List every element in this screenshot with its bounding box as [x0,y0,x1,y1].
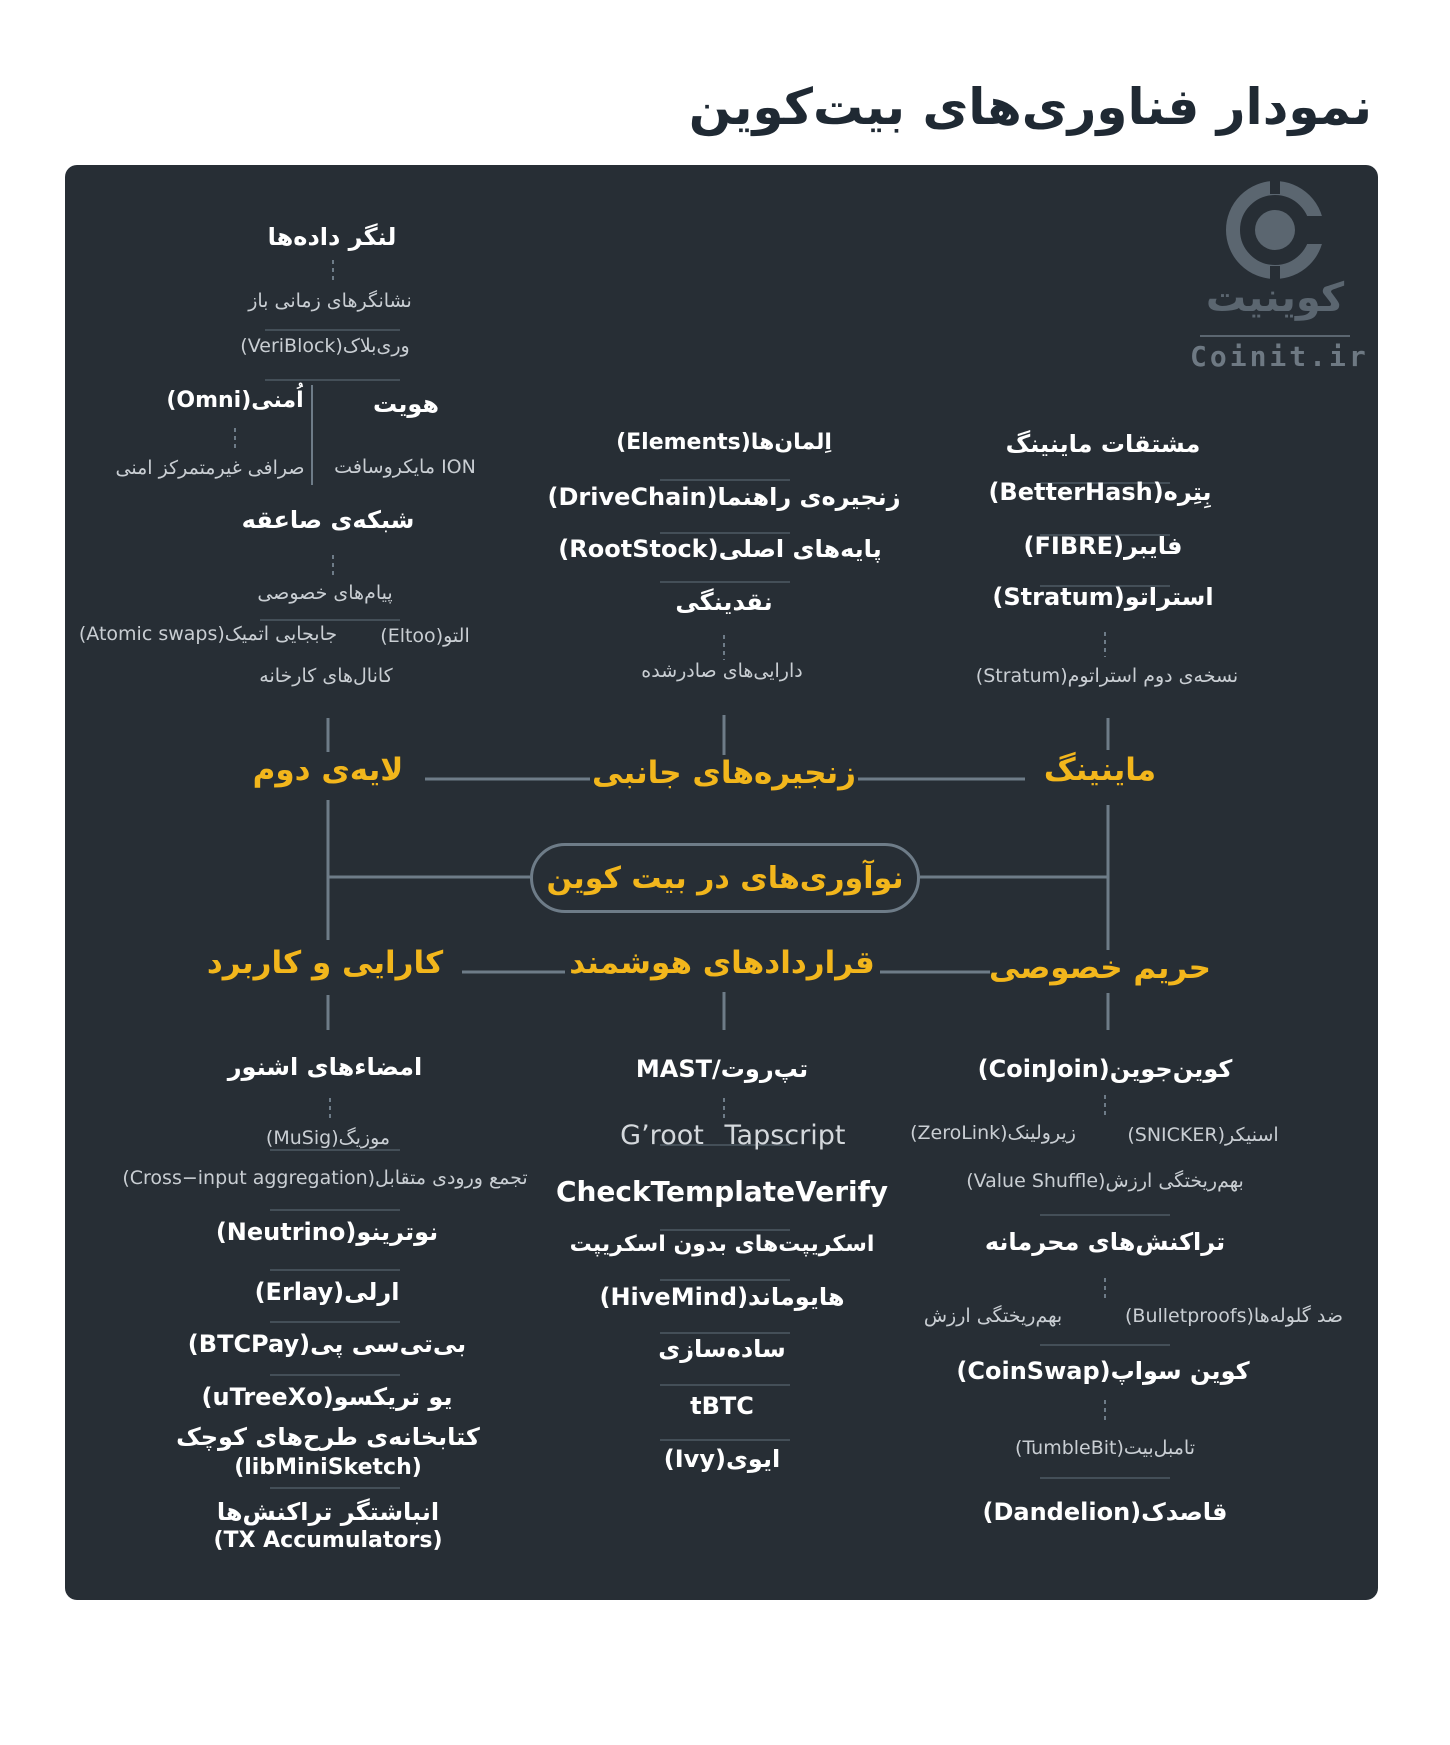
node-mining-derivatives: مشتقات ماینینگ [1005,430,1201,458]
node-minisketch: کتابخانه‌ی طرح‌های کوچک [176,1423,480,1451]
node-betterhash: بِتِره(BetterHash) [988,478,1212,506]
node-stratum: استراتو(Stratum) [992,583,1214,611]
node-stratum-v2: نسخه‌ی دوم استراتوم(Stratum) [975,665,1239,687]
node-tbtc: tBTC [690,1392,754,1420]
center-node [530,843,920,913]
category-mining: ماینینگ [1043,752,1157,788]
page-title: نمودار فناوری‌های بیت‌کوین [688,78,1372,136]
node-issued-assets: دارایی‌های صادرشده [641,660,803,682]
node-dandelion: قاصدک(Dandelion) [982,1498,1228,1526]
node-tx-accumulators: انباشتگر تراکنش‌ها [216,1498,440,1526]
node-hivemind: هایوماند(HiveMind) [599,1283,845,1311]
logo-divider [1200,335,1350,337]
node-private-messages: پیام‌های خصوصی [257,582,393,604]
logo-coin-icon [1190,180,1360,280]
node-eltoo: التو(Eltoo) [380,625,470,647]
category-layer2: لایه‌ی دوم [252,752,404,788]
node-lightning: شبکه‌ی صاعقه [241,506,415,534]
node-omni: اُمنی(Omni) [166,388,304,413]
node-rootstock: پایه‌های اصلی(RootStock) [558,535,882,563]
node-tapscript: Tapscript [724,1120,846,1151]
node-bulletproofs: ضد گلوله‌ها(Bulletproofs) [1125,1305,1343,1327]
node-checktemplateverify: CheckTemplateVerify [555,1175,889,1208]
node-minisketch-en: (libMiniSketch) [234,1455,422,1480]
node-zerolink: زیرولینک(ZeroLink) [910,1122,1076,1144]
node-erlay: ارلی(Erlay) [254,1278,400,1306]
node-simplicity: ساده‌سازی [658,1335,786,1363]
node-btcpay: بی‌تی‌سی پی(BTCPay) [187,1330,467,1358]
node-groot: G’root [620,1120,704,1151]
node-schnorr: امضاء‌های اشنور [227,1053,423,1081]
node-cross-input: تجمع ورودی متقابل(Cross−input aggregation) [122,1167,528,1189]
node-atomic-swaps: جابجایی اتمیک(Atomic swaps) [78,623,338,645]
category-privacy: حریم خصوصی [988,950,1212,986]
coinit-logo [1190,180,1369,375]
center-label: نوآوری‌های در بیت کوین [546,860,904,896]
node-veriblock: وری‌بلاک(VeriBlock) [240,335,410,357]
node-confidential-tx: تراکنش‌های محرمانه [984,1228,1226,1256]
node-dex-omni: صرافی غیرمتمرکز امنی [115,457,305,479]
node-data-anchor: لنگر داده‌ها [267,223,397,251]
node-factory-channels: کانال‌های کارخانه [259,665,393,687]
node-value-shuffle: بهم‌ریختگی ارزش(Value Shuffle) [966,1170,1244,1192]
node-open-timestamps: نشانگرهای زمانی باز [248,290,412,312]
logo-english-text: Coinit.ir [1190,340,1369,373]
node-scriptless-scripts: اسکریپت‌های بدون اسکریپت [569,1232,875,1257]
node-taproot-mast: تپ‌روت/MAST [635,1055,809,1083]
node-coinjoin: کوین‌جوین(CoinJoin) [977,1055,1233,1083]
category-sidechains: زنجیره‌های جانبی [591,755,857,791]
node-elements: اِلمان‌ها(Elements) [616,430,832,455]
category-smart-contracts: قراردادهای هوشمند [569,945,875,981]
node-tumblebit: تامبل‌بیت(TumbleBit) [1015,1437,1195,1459]
node-neutrino: نوترینو(Neutrino) [215,1218,439,1246]
logo-persian-text: کوینیت [1205,275,1345,321]
node-musig: موزیگ(MuSig) [265,1127,391,1149]
node-liquidity: نقدینگی [675,588,773,616]
node-identity: هویت [372,390,440,418]
category-efficiency: کارایی و کاربرد [206,945,444,981]
node-utreexo: یو تریکسو(uTreeXo) [201,1383,453,1411]
node-microsoft-ion: ION مایکروسافت [334,456,476,478]
node-value-scramble: بهم‌ریختگی ارزش [923,1305,1063,1327]
node-tx-accumulators-en: (TX Accumulators) [213,1528,443,1553]
node-fibre: فایبر(FIBRE) [1023,532,1183,560]
node-snicker: اسنیکر(SNICKER) [1127,1124,1279,1146]
node-drivechain: زنجیره‌ی راهنما(DriveChain) [547,483,901,511]
node-coinswap: کوین سواپ(CoinSwap) [956,1357,1250,1385]
node-ivy: ایوی(Ivy) [663,1445,781,1473]
